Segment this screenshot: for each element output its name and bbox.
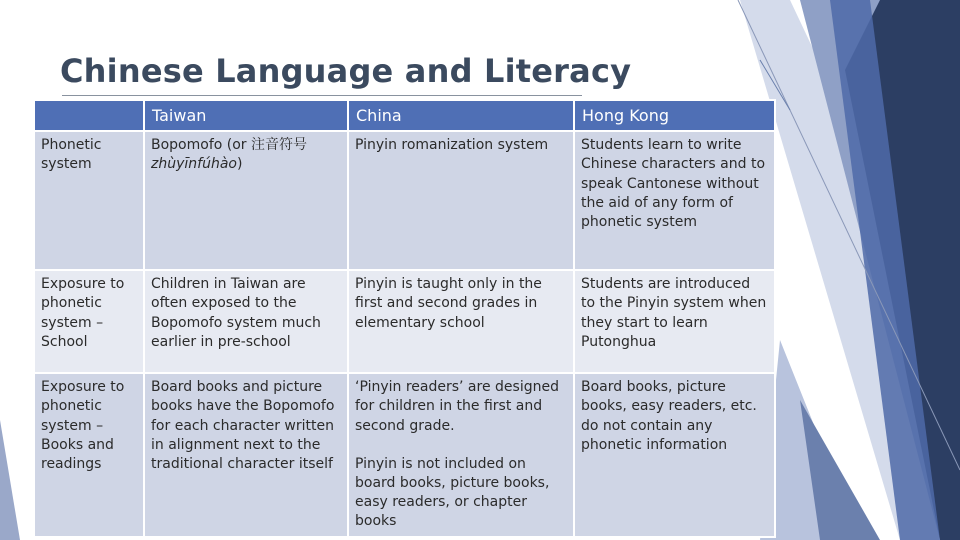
cell-china-paragraph-1: ‘Pinyin readers’ are designed for children in the first and second grade. [355,379,559,434]
header-china: China [348,100,574,131]
cell-china-paragraph-2: Pinyin is not included on board books, picture books, easy readers, or chapter books [355,455,550,530]
comparison-table [33,99,776,538]
row-label: Exposure to phonetic system – Books and readings [34,373,144,536]
cell-china: Pinyin romanization system [348,131,574,270]
cell-china [348,373,574,536]
row-label: Phonetic system [34,131,144,270]
cell-taiwan-text: Bopomofo (or 注音符号 [151,137,308,154]
deco-left-edge [0,420,20,540]
header-blank [34,100,144,131]
header-hong-kong: Hong Kong [574,100,775,131]
table-header-row [34,100,775,131]
header-taiwan: Taiwan [144,100,348,131]
cell-taiwan: Board books and picture books have the Bopomofo for each character written in alignment next to the traditional character itself [144,373,348,536]
row-label: Exposure to phonetic system – School [34,270,144,373]
cell-taiwan-suffix: ) [236,156,243,173]
cell-china: Pinyin is taught only in the first and second grades in elementary school [348,270,574,373]
cell-hong-kong: Board books, picture books, easy readers, etc. do not contain any phonetic information [574,373,775,536]
cell-taiwan [144,131,348,270]
cell-hong-kong: Students are introduced to the Pinyin system when they start to learn Putonghua [574,270,775,373]
cell-taiwan-pinyin: zhùyīnfúhào [151,156,237,173]
title-underline [62,95,582,96]
table-row [34,270,775,373]
slide-title: Chinese Language and Literacy [60,52,632,90]
cell-taiwan: Children in Taiwan are often exposed to the Bopomofo system much earlier in pre-school [144,270,348,373]
table-row [34,131,775,270]
table-row [34,373,775,536]
cell-hong-kong: Students learn to write Chinese characters and to speak Cantonese without the aid of any form of phonetic system [574,131,775,270]
